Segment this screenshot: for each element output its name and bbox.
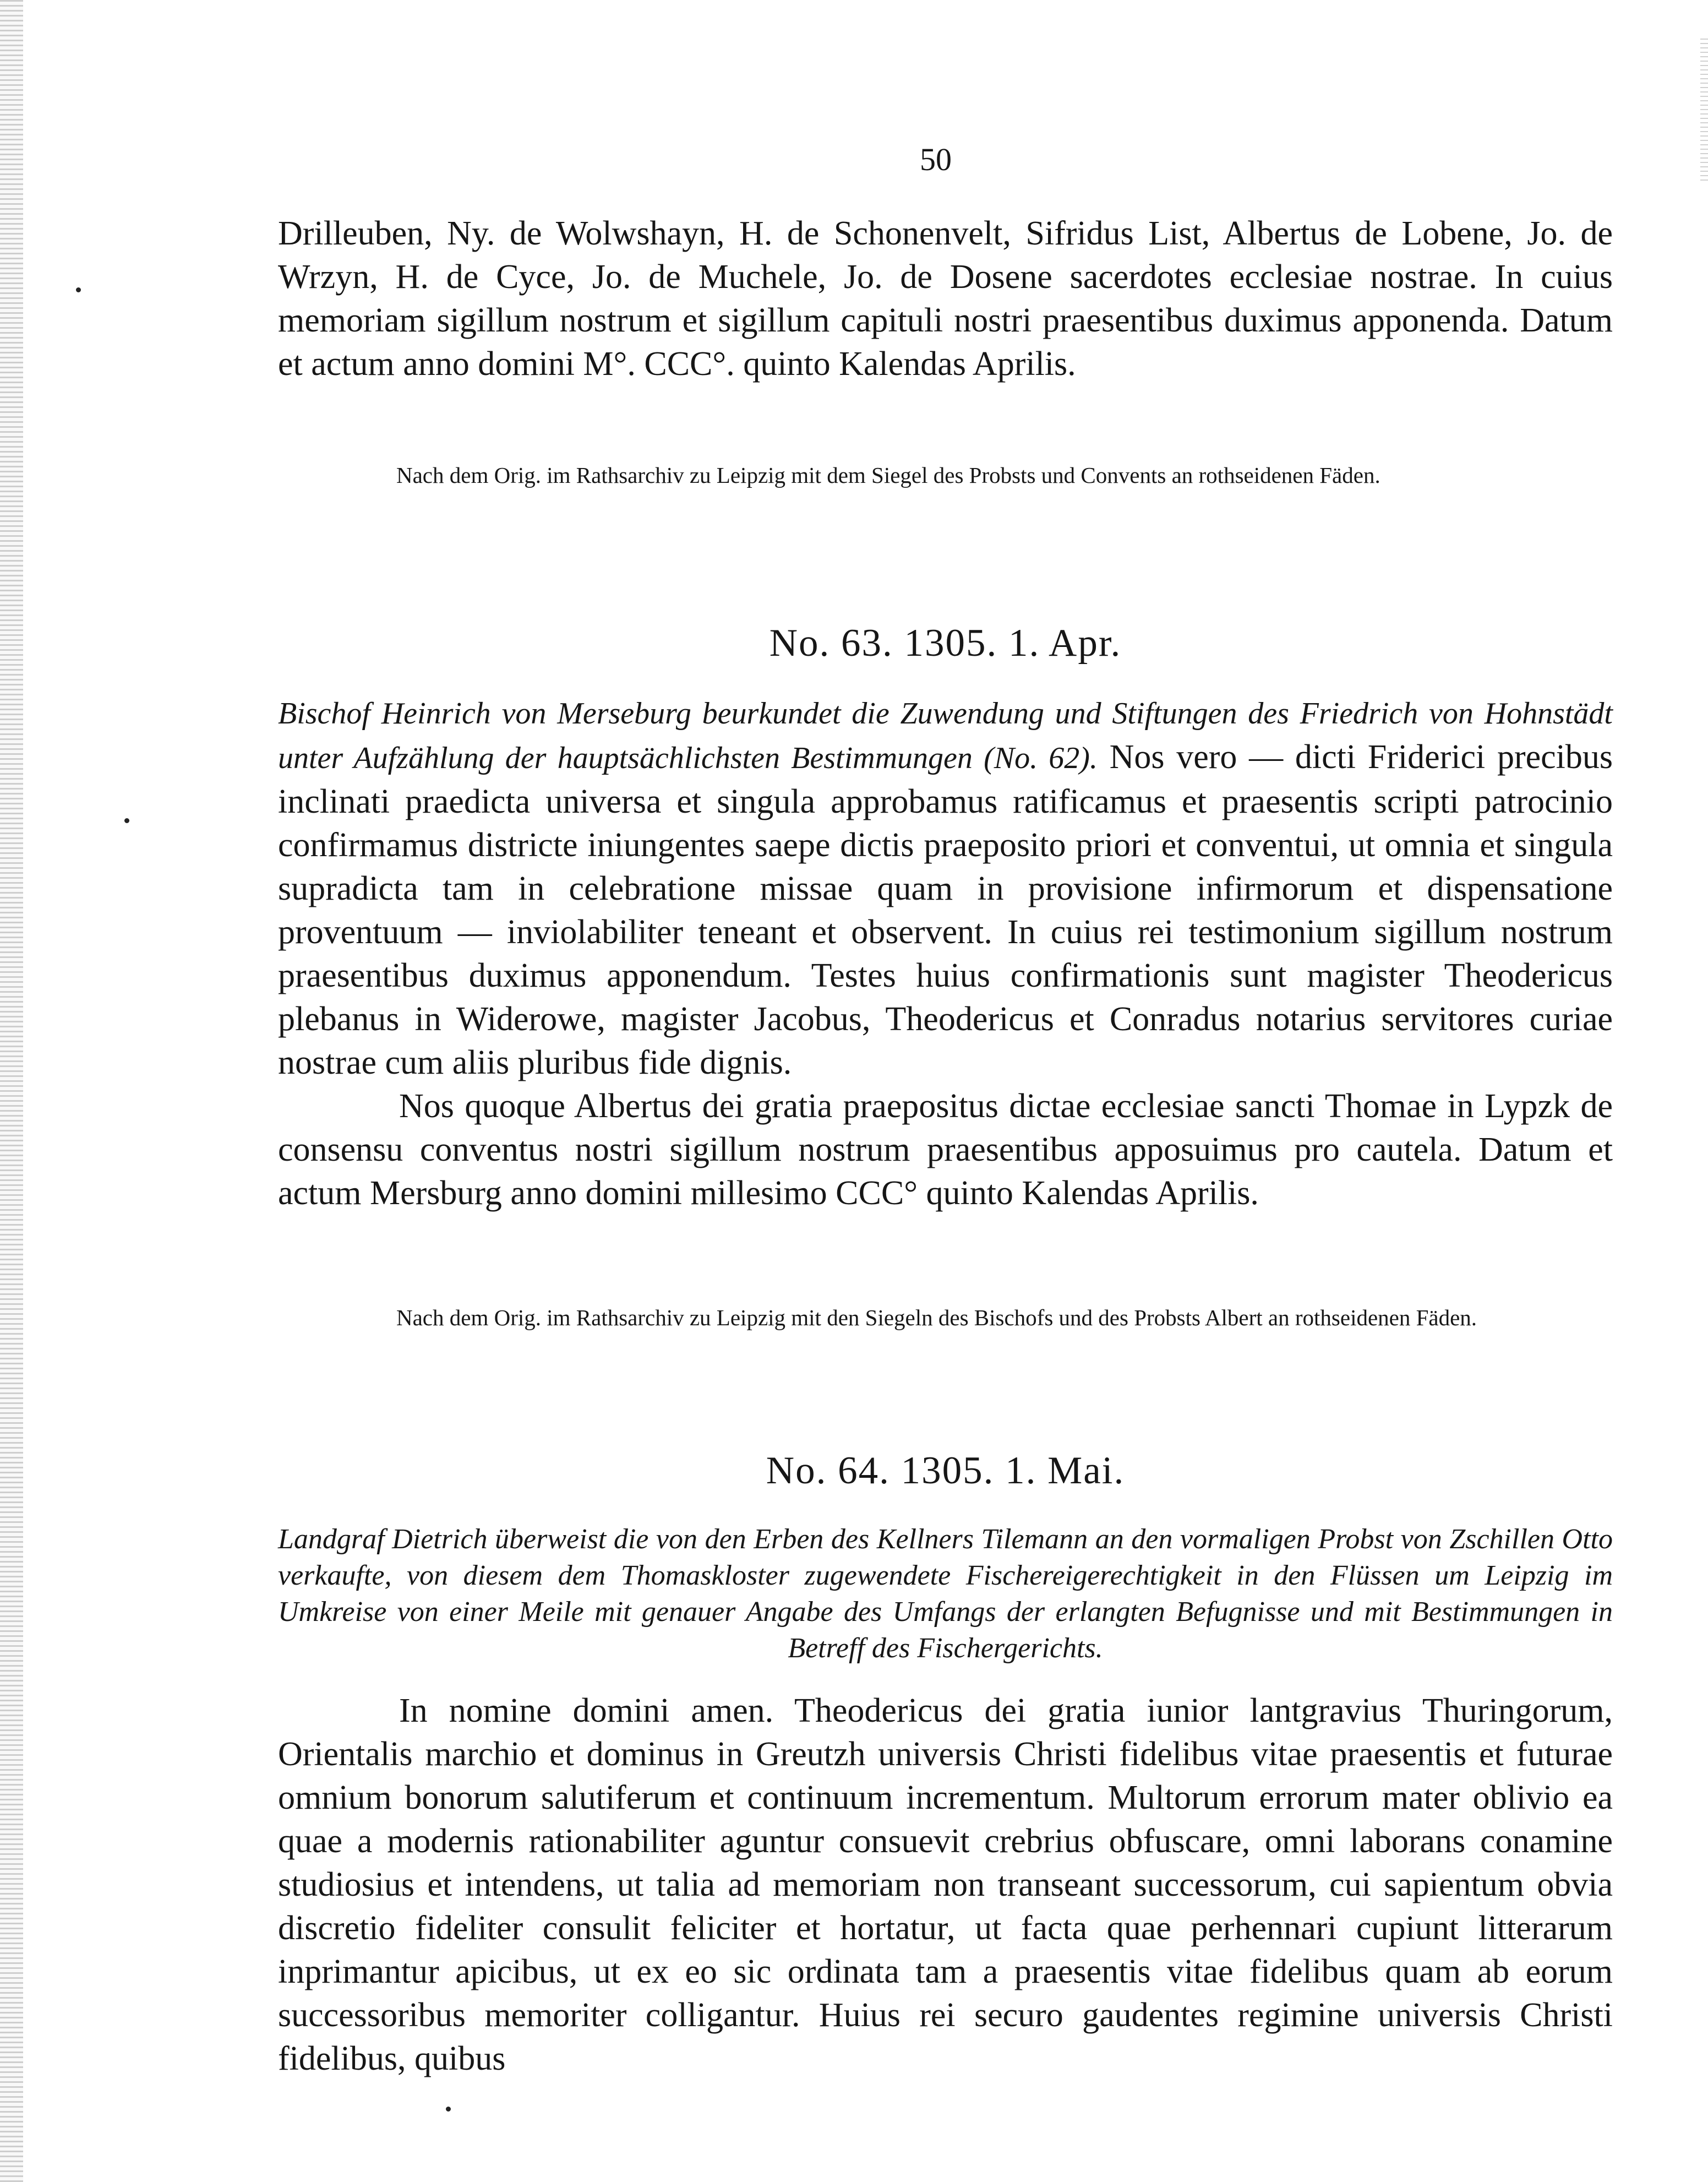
continuation-note-block [278, 458, 1613, 493]
entry-64-text: In nomine domini amen. Theodericus dei gratia iunior lantgravius Thuringorum, Orientalis marchio et dominus in Greutzh universis Christi fidelibus vitae praesentis et futurae omnium bonorum salutiferum et continuum incrementum. Multorum errorum mater oblivio ea quae a modernis rationabiliter aguntur consuevit crebrius obfuscare, omni laborans conamine studiosius et intendens, ut talia ad memoriam non transeant successorum, cui sapientum obvia discretio fideliter consulit feliciter et hortatur, ut facta quae perhennari cupiunt litterarum inprimantur apicibus, ut ex eo sic ordinata tam a praesentis vitae fidelibus quam ab eorum successoribus memoriter colligantur. Huius rei securo gaudentes regimine universis Christi fidelibus, quibus [278, 1692, 1613, 2077]
entry-63-heading: No. 63. 1305. 1. Apr. [769, 622, 1122, 665]
entry-63-body [278, 691, 1613, 1215]
continuation-source-note: Nach dem Orig. im Rathsarchiv zu Leipzig mit dem Siegel des Probsts und Convents an rothseidenen Fäden. [396, 462, 1380, 488]
stray-mark [124, 818, 129, 823]
scan-edge-right [1700, 39, 1708, 182]
entry-63-source-note: Nach dem Orig. im Rathsarchiv zu Leipzig mit den Siegeln des Bischofs und des Probsts Albert an rothseidenen Fäden. [396, 1305, 1477, 1330]
entry-63-text-1: Nos vero — dicti Friderici precibus inclinati praedicta universa et singula approbamus ratificamus et praesentis scripti patrocinio confirmamus districte iniungentes saepe dictis praeposito priori et conventui, ut omnia et singula supradicta tam in celebratione missae quam in provisione infirmorum et dispensatione proventuum — inviolabiliter teneant et observent. In cuius rei testimonium sigillum nostrum praesentibus duximus apponendum. Testes huius confirmationis sunt magister Theodericus plebanus in Widerowe, magister Jacobus, Theodericus et Conradus notarius servitores curiae nostrae cum aliis pluribus fide dignis. [278, 738, 1613, 1081]
entry-63-summary: Bischof Heinrich von Merseburg beurkundet die Zuwendung und Stiftungen des Friedrich von Hohnstädt unter Aufzählung der hauptsächlichsten Bestimmungen (No. 62). [278, 697, 1613, 775]
entry-64-summary: Landgraf Dietrich überweist die von den Erben des Kellners Tilemann an den vormaligen Probst von Zschillen Otto verkaufte, von diesem dem Thomaskloster zugewendete Fischereigerechtigkeit in den Flüssen um Leipzig im Umkreise von einer Meile mit genauer Angabe des Umfangs der erlangten Befugnisse und mit Bestimmungen in Betreff des Fischergerichts. [278, 1523, 1613, 1664]
stray-mark [76, 287, 81, 292]
stray-mark [446, 2107, 451, 2112]
entry-63-paragraph-1 [278, 691, 1613, 1085]
scan-edge-left [0, 0, 23, 2182]
continuation-block [278, 212, 1613, 386]
entry-64-heading: No. 64. 1305. 1. Mai. [766, 1449, 1125, 1492]
entry-64-summary-block [278, 1521, 1613, 1667]
continuation-text: Drilleuben, Ny. de Wolwshayn, H. de Schonenvelt, Sifridus List, Albertus de Lobene, Jo. de Wrzyn, H. de Cyce, Jo. de Muchele, Jo. de Dosene sacerdotes ecclesiae nostrae. In cuius memoriam sigillum nostrum et sigillum capituli nostri praesentibus duximus apponenda. Datum et actum anno domini M°. CCC°. quinto Kalendas Aprilis. [278, 215, 1613, 383]
entry-63-note-block [278, 1301, 1613, 1335]
entry-64-body [278, 1689, 1613, 2081]
entry-63-paragraph-2: Nos quoque Albertus dei gratia praepositus dictae ecclesiae sancti Thomae in Lypzk de consensu conventus nostri sigillum nostrum praesentibus apposuimus pro cautela. Datum et actum Mersburg anno domini millesimo CCC° quinto Kalendas Aprilis. [278, 1087, 1613, 1212]
page-number: 50 [920, 142, 952, 177]
